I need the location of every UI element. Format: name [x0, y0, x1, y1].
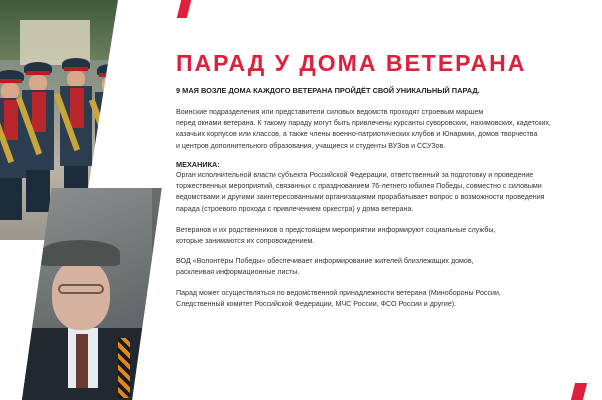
text-line: Ветеранов и их родственников о предстоящем мероприятии информируют социальные службы,: [176, 226, 496, 234]
soldier-figure: [22, 62, 54, 212]
text-line: парада (строевого прохода с привлечением оркестра) у дома ветерана.: [176, 204, 414, 213]
text-line: перед окнами ветерана. К такому параду могут быть привлечены курсанты суворовских, нахимовских, кадетских,: [176, 119, 551, 128]
text-line: которые занимаются их сопровождением.: [176, 237, 315, 246]
page-title: ПАРАД У ДОМА ВЕТЕРАНА: [176, 50, 527, 76]
subtitle: 9 МАЯ ВОЗЛЕ ДОМА КАЖДОГО ВЕТЕРАНА ПРОЙДЁТ СВОЙ УНИКАЛЬНЫЙ ПАРАД.: [176, 86, 480, 95]
red-accent-bottom: [571, 383, 587, 400]
text-line: расклеивая информационные листы.: [176, 268, 300, 277]
text-line: казачьих корпусов или классов, а также члены военно-патриотических клубов и Юнармии, домов творчества: [176, 130, 538, 139]
mechanics-heading: МЕХАНИКА:: [176, 160, 220, 169]
text-line: ведомствами и другими заинтересованными организациями прорабатывает вопрос о возможности проведения: [176, 193, 545, 202]
text-line: и центров дополнительного образования, учащиеся и студенты ВУЗов и ССУЗов.: [176, 141, 446, 150]
text-line: Орган исполнительной власти субъекта Российской Федерации, ответственный за подготовку и проведение: [176, 171, 534, 179]
intro-paragraph: [176, 107, 600, 152]
st-george-ribbon-icon: [118, 338, 130, 398]
volunteers-paragraph: [176, 256, 600, 278]
text-line: Парад может осуществляться по ведомственной принадлежности ветерана (Минобороны России,: [176, 289, 501, 297]
mechanics-paragraph: [176, 170, 600, 215]
text-line: Следственный комитет Российской Федерации, МЧС России, ФСО России и другие).: [176, 300, 457, 309]
departments-paragraph: [176, 288, 600, 310]
text-line: ВОД «Волонтёры Победы» обеспечивает информирование жителей близлежащих домов,: [176, 257, 474, 265]
text-line: Воинские подразделения или представители силовых ведомств проходят строевым маршем: [176, 108, 484, 116]
soldier-figure: [60, 58, 92, 208]
text-line: торжественных мероприятий, связанных с празднованием 76-летнего юбилея Победы, совместно с силовыми: [176, 182, 542, 191]
social-services-paragraph: [176, 225, 600, 247]
